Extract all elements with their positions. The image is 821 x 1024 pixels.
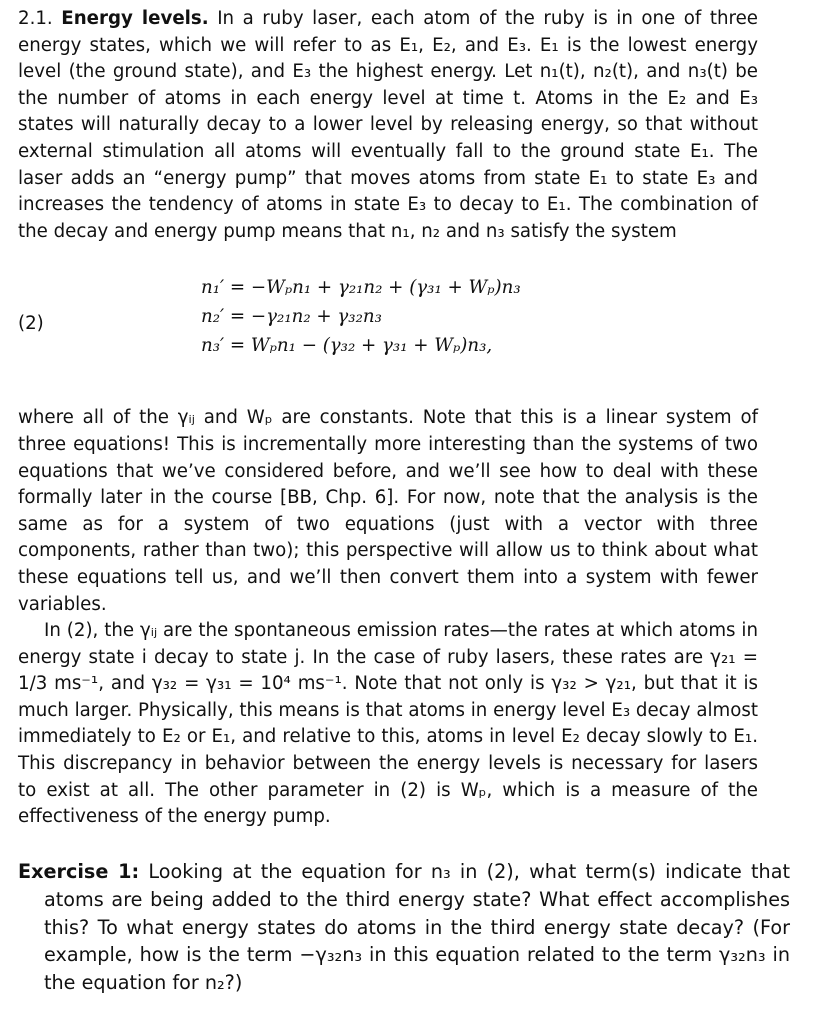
section-title: Energy levels. [61,8,209,29]
equation-n3: n₃′ = Wₚn₁ − (γ₃₂ + γ₃₁ + Wₚ)n₃, [201,335,493,357]
document-page [18,6,758,831]
exercise-label: Exercise 1: [18,860,140,883]
paragraph-linear-system: where all of the γᵢⱼ and Wₚ are constants. Note that this is a linear system of three equations! This is incrementally more interesting than the systems of two equations that we’ve considered before, and we’ll see how to deal with these formally later in the course [BB, Chp. 6]. For now, note that the analysis is the same as for a system of two equations (just with a vector with three components, rather than two); this perspective will allow us to think about what these equations tell us, and we’ll then convert them into a system with fewer variables. [18,407,758,615]
equation-lines [201,273,521,360]
exercise-text: Looking at the equation for n₃ in (2), what term(s) indicate that atoms are being added to the third energy state? What effect accomplishes this? To what energy states do atoms in the third energy state decay? (For example, how is the term −γ₃₂n₃ in this equation related to the term γ₃₂n₃ in the equation for n₂?) [44,860,790,995]
equation-n1: n₁′ = −Wₚn₁ + γ₂₁n₂ + (γ₃₁ + Wₚ)n₃ [201,277,521,299]
paragraph-emission-rates: In (2), the γᵢⱼ are the spontaneous emission rates—the rates at which atoms in energy state i decay to state j. In the case of ruby lasers, these rates are γ₂₁ = 1/3 ms⁻¹, and γ₃₂ = γ₃₁ = 10⁴ ms⁻¹. Note that not only is γ₃₂ > γ₂₁, but that it is much larger. Physically, this means is that atoms in energy level E₃ decay almost immediately to E₂ or E₁, and relative to this, atoms in level E₂ decay slowly to E₁. This discrepancy in behavior between the energy levels is necessary for lasers to exist at all. The other parameter in (2) is Wₚ, which is a measure of the effectiveness of the energy pump. [18,620,758,828]
exercise-block [18,858,790,997]
equation-label: (2) [18,313,44,335]
section-intro-paragraph [18,6,758,245]
section-number: 2.1. [18,8,53,29]
equation-system [18,261,758,391]
exercise-paragraph [18,858,790,997]
section-intro-text: In a ruby laser, each atom of the ruby is in one of three energy states, which we will refer to as E₁, E₂, and E₃. E₁ is the lowest energy level (the ground state), and E₃ the highest energy. Let n₁(t), n₂(t), and n₃(t) be the number of atoms in each energy level at time t. Atoms in the E₂ and E₃ states will naturally decay to a lower level by releasing energy, so that without external stimulation all atoms will eventually fall to the ground state E₁. The laser adds an “energy pump” that moves atoms from state E₁ to state E₃ and increases the tendency of atoms in state E₃ to decay to E₁. The combination of the decay and energy pump means that n₁, n₂ and n₃ satisfy the system [18,8,758,242]
equation-n2: n₂′ = −γ₂₁n₂ + γ₃₂n₃ [201,306,382,328]
